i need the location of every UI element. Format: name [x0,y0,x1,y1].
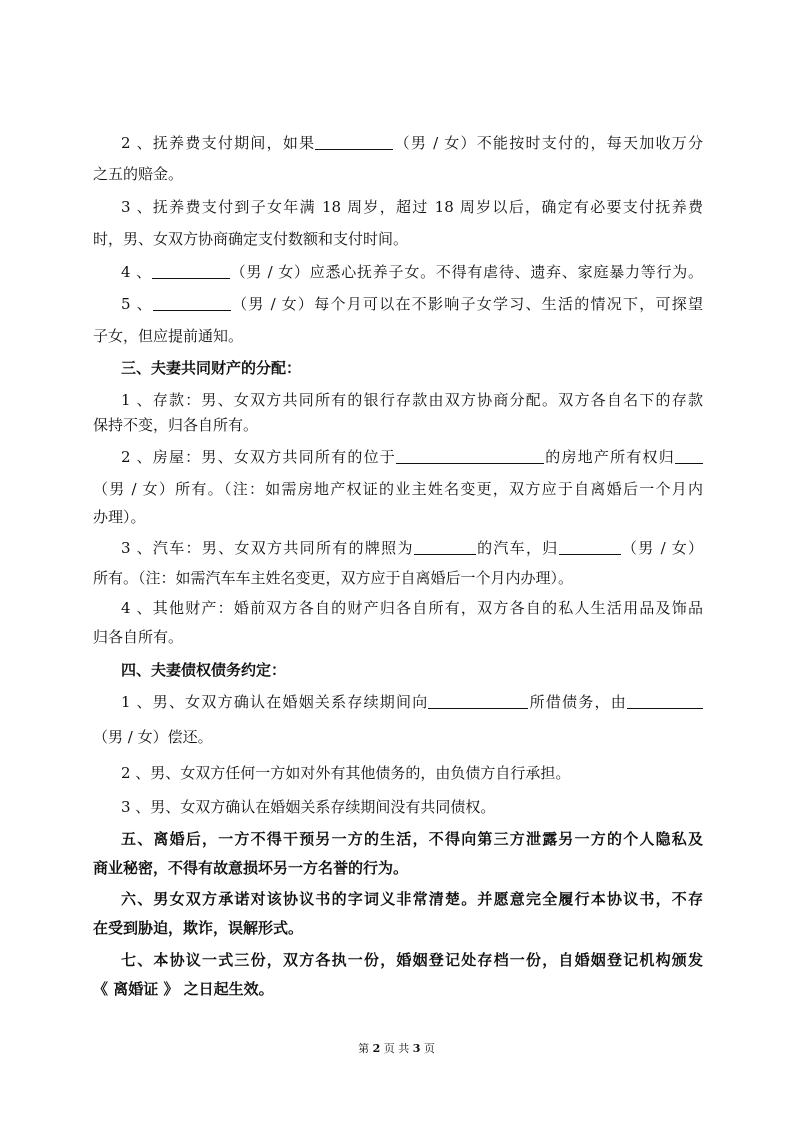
support-item-3-line-2: 时，男、女双方协商确定支付数额和支付时间。 [93,230,409,248]
blank-field[interactable] [414,539,476,555]
property-item-2-line-1: 2 、房屋：男、女双方共同所有的位于 的房地产所有权归 [121,447,703,467]
total-page-number: 3 [412,1042,421,1055]
property-item-4-line-2: 归各自所有。 [93,628,184,646]
property-item-4-line-1: 4 、其他财产：婚前双方各自的财产归各自所有，双方各自的私人生活用品及饰品 [121,599,703,617]
blank-field[interactable] [428,693,528,709]
blank-field[interactable] [559,539,621,555]
property-item-2-line-2: （男 / 女）所有。（注：如需房地产权证的业主姓名变更，双方应于自离婚后一个月内 [93,480,703,498]
section-6-line-2: 在受到胁迫，欺诈，误解形式。 [93,919,304,937]
section-7-line-2: 《 离婚证 》 之日起生效。 [93,980,274,998]
property-item-1-line-1: 1 、存款：男、女双方共同所有的银行存款由双方协商分配。双方各自名下的存款 [121,391,703,409]
debt-item-3: 3 、男、女双方确认在婚姻关系存续期间没有共同债权。 [121,798,496,816]
support-item-3-line-1: 3 、抚养费支付到子女年满 18 周岁，超过 18 周岁以后，确定有必要支付抚养费 [121,198,703,216]
blank-field[interactable] [627,693,703,709]
section-6-line-1: 六、男女双方承诺对该协议书的字词义非常清楚。并愿意完全履行本协议书，不存 [121,890,703,908]
section-7-line-1: 七、本协议一式三份，双方各执一份，婚姻登记处存档一份，自婚姻登记机构颁发 [121,951,703,969]
property-item-1-line-2: 保持不变，归各自所有。 [93,416,259,434]
property-item-2-line-3: 办理）。 [93,508,146,526]
blank-field[interactable] [675,448,703,464]
support-item-2-line-1: 2 、抚养费支付期间，如果 （男 / 女）不能按时支付的，每天加收万分 [121,134,703,152]
blank-field[interactable] [315,134,393,150]
support-item-5-line-2: 子女，但应提前通知。 [93,327,244,345]
property-item-3-line-1: 3 、汽车：男、女双方共同所有的牌照为 的汽车，归 （男 / 女） [121,539,703,557]
blank-field[interactable] [153,295,231,311]
debt-item-1-line-1: 1 、男、女双方确认在婚姻关系存续期间向 所借债务，由 [121,692,703,712]
page-footer: 第 2 页 共 3 页 [358,1042,435,1055]
current-page-number: 2 [372,1042,381,1055]
support-item-5-line-1: 5 、 （男 / 女）每个月可以在不影响子女学习、生活的情况下，可探望 [121,295,704,313]
support-item-4-line-1: 4 、 （男 / 女）应悉心抚养子女。不得有虐待、遗弃、家庭暴力等行为。 [121,263,704,281]
section-3-heading: 三、夫妻共同财产的分配： [121,359,302,377]
property-item-3-line-2: 所有。（注：如需汽车车主姓名变更，双方应于自离婚后一个月内办理）。 [93,569,574,587]
support-item-2-line-2: 之五的赔金。 [93,165,184,183]
debt-item-1-line-2: （男 / 女）偿还。 [93,728,213,746]
blank-field[interactable] [152,263,230,279]
section-5-line-1: 五、离婚后，一方不得干预另一方的生活，不得向第三方泄露另一方的个人隐私及 [121,830,703,848]
section-5-line-2: 商业秘密，不得有故意损坏另一方名誉的行为。 [93,859,409,877]
section-4-heading: 四、夫妻债权债务约定： [121,661,287,679]
blank-field[interactable] [396,448,544,464]
debt-item-2: 2 、男、女双方任何一方如对外有其他债务的，由负债方自行承担。 [121,764,571,782]
